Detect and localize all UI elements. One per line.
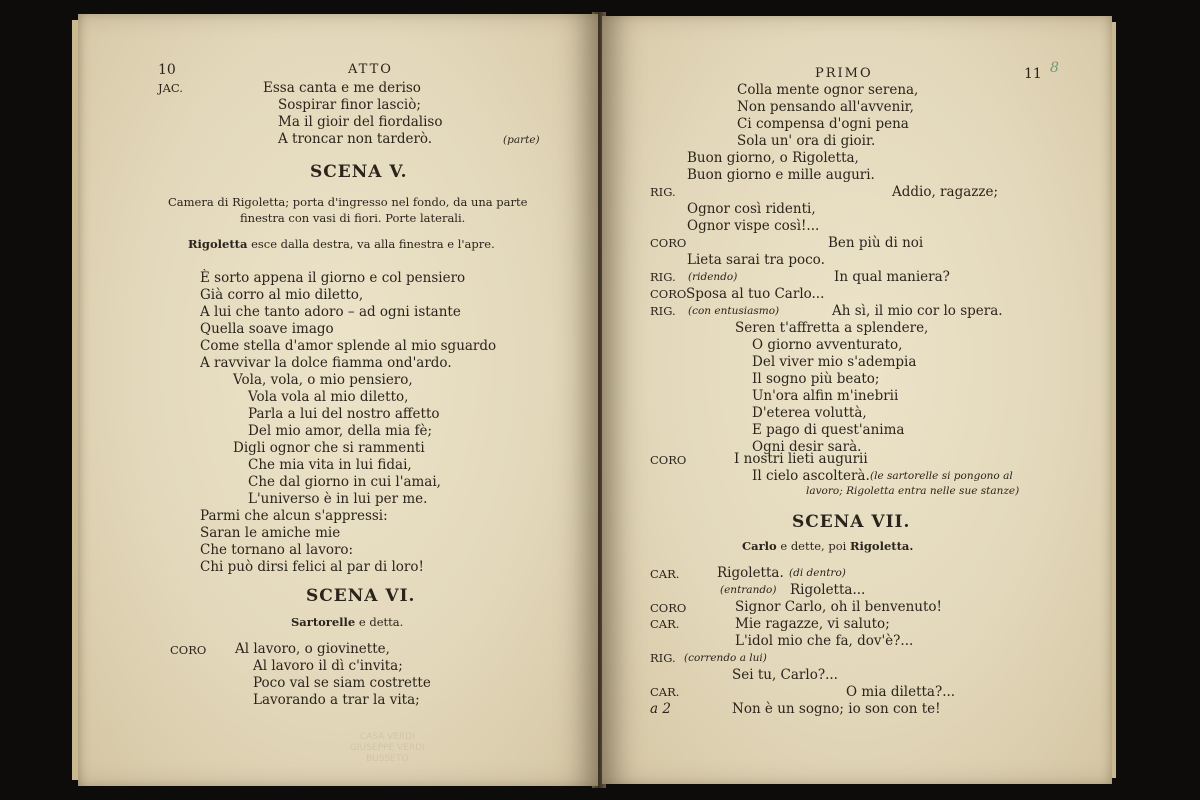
verse-line: A ravvivar la dolce fiamma ond'ardo. xyxy=(200,355,452,371)
entry-text: e dette, poi xyxy=(780,539,847,553)
stage-direction: (con entusiasmo) xyxy=(688,305,780,317)
verse-line: Sola un' ora di gioir. xyxy=(737,133,876,149)
verse-line: Vola, vola, o mio pensiero, xyxy=(233,372,413,388)
page-number: 11 xyxy=(1024,66,1042,82)
speaker-rig: RIG. xyxy=(650,270,676,284)
verse-line: Il sogno più beato; xyxy=(752,371,880,387)
verse-line: Parla a lui del nostro affetto xyxy=(248,406,440,422)
verse-line: Del mio amor, della mia fè; xyxy=(248,423,433,439)
verse-line: Chi può dirsi felici al par di loro! xyxy=(200,559,424,575)
verse-line: È sorto appena il giorno e col pensiero xyxy=(200,270,466,286)
character-name: Carlo xyxy=(742,539,777,553)
verse-line: Vola vola al mio diletto, xyxy=(248,389,409,405)
verse-line: Quella soave imago xyxy=(200,321,334,337)
verse-line: A lui che tanto adoro – ad ogni istante xyxy=(200,304,461,320)
running-head: ATTO xyxy=(348,62,393,77)
scene-title: SCENA VI. xyxy=(306,586,416,606)
stamp-line: GIUSEPPE VERDI xyxy=(350,743,425,753)
speaker-coro: CORO xyxy=(650,453,687,467)
verse-line: Un'ora alfin m'inebrii xyxy=(752,388,899,404)
verse-line: Ognor vispe così!... xyxy=(687,218,820,234)
verse-line: Sospirar finor lasciò; xyxy=(278,97,421,113)
character-name: Rigoletta. xyxy=(849,539,914,553)
verse-line: Mie ragazze, vi saluto; xyxy=(735,616,890,632)
speaker-car: CAR. xyxy=(650,685,680,699)
verse-line: Signor Carlo, oh il benvenuto! xyxy=(735,599,942,615)
verse-line: Colla mente ognor serena, xyxy=(737,82,919,98)
verse-line: Essa canta e me deriso xyxy=(263,80,421,96)
verse-line: Ben più di noi xyxy=(828,235,924,251)
verse-line: Ogni desir sarà. xyxy=(752,439,862,455)
verse-line: Che tornano al lavoro: xyxy=(200,542,354,558)
verse-line: Come stella d'amor splende al mio sguardo xyxy=(200,338,497,354)
verse-line: Buon giorno e mille auguri. xyxy=(687,167,875,183)
speaker-car: CAR. xyxy=(650,567,680,581)
verse-line: I nostri lieti augurii xyxy=(734,451,868,467)
speaker-rig: RIG. xyxy=(650,304,676,318)
verse-line: O mia diletta?... xyxy=(846,684,956,700)
verse-line: Ma il gioir del fiordaliso xyxy=(278,114,443,130)
verse-line: Digli ognor che si rammenti xyxy=(233,440,425,456)
stamp-line: BUSSETO xyxy=(366,754,409,764)
scene-title: SCENA VII. xyxy=(792,512,911,532)
running-head: PRIMO xyxy=(815,66,873,81)
speaker-coro: CORO xyxy=(650,236,687,250)
verse-line: In qual maniera? xyxy=(834,269,950,285)
scene-setting: Camera di Rigoletta; porta d'ingresso nel fondo, da una parte xyxy=(168,195,528,209)
entry-text: e detta. xyxy=(358,615,404,629)
verse-line: Rigoletta. xyxy=(717,565,784,581)
left-page xyxy=(78,14,598,786)
verse-line: Addio, ragazze; xyxy=(892,184,999,200)
stage-direction: (parte) xyxy=(503,134,540,146)
scene-entry xyxy=(291,614,403,630)
verse-line: Parmi che alcun s'appressi: xyxy=(200,508,388,524)
speaker-car: CAR. xyxy=(650,617,680,631)
verse-line: Poco val se siam costrette xyxy=(253,675,431,691)
verse-line: Ognor così ridenti, xyxy=(687,201,816,217)
verse-line: Non pensando all'avvenir, xyxy=(737,99,914,115)
verse-line: Saran le amiche mie xyxy=(200,525,341,541)
verse-line: Il cielo ascolterà. xyxy=(752,468,870,484)
verse-line: Sposa al tuo Carlo... xyxy=(686,286,825,302)
speaker-rig: RIG. xyxy=(650,651,676,665)
stage-direction: lavoro; Rigoletta entra nelle sue stanze) xyxy=(806,485,1020,497)
verse-line: O giorno avventurato, xyxy=(752,337,903,353)
verse-line: Ci compensa d'ogni pena xyxy=(737,116,909,132)
stamp-line: CASA VERDI xyxy=(359,732,415,742)
page-number: 10 xyxy=(158,62,176,78)
entry-text: esce dalla destra, va alla finestra e l'apre. xyxy=(251,237,495,251)
verse-line: E pago di quest'anima xyxy=(752,422,905,438)
verse-line: A troncar non tarderò. xyxy=(278,131,433,147)
stage-direction: (correndo a lui) xyxy=(684,652,767,664)
verse-line: Al lavoro il dì c'invita; xyxy=(253,658,403,674)
verse-line: Lieta sarai tra poco. xyxy=(687,252,825,268)
verse-line: Del viver mio s'adempia xyxy=(752,354,917,370)
stage-direction: (ridendo) xyxy=(688,271,738,283)
verse-line: Rigoletta... xyxy=(790,582,866,598)
scene-entry xyxy=(188,236,495,252)
verse-line: Non è un sogno; io son con te! xyxy=(732,701,941,717)
speaker-jac: JAC. xyxy=(158,81,183,95)
scene-title: SCENA V. xyxy=(310,162,408,182)
speaker-coro: CORO xyxy=(170,643,207,657)
verse-line: Sei tu, Carlo?... xyxy=(732,667,838,683)
right-page xyxy=(602,16,1112,784)
stage-direction: (entrando) xyxy=(720,584,777,596)
speaker-a2: a 2 xyxy=(650,701,671,717)
verse-line: L'universo è in lui per me. xyxy=(248,491,428,507)
stage-direction: (di dentro) xyxy=(789,567,846,579)
verse-line: Al lavoro, o giovinette, xyxy=(235,641,390,657)
speaker-rig: RIG. xyxy=(650,185,676,199)
library-stamp xyxy=(350,732,425,765)
verse-line: Già corro al mio diletto, xyxy=(200,287,364,303)
speaker-coro: CORO xyxy=(650,601,687,615)
character-name: Sartorelle xyxy=(291,615,356,629)
verse-line: Seren t'affretta a splendere, xyxy=(735,320,929,336)
verse-line: Ah sì, il mio cor lo spera. xyxy=(832,303,1003,319)
stage-direction: (le sartorelle si pongono al xyxy=(870,470,1013,482)
scene-entry xyxy=(742,538,913,554)
verse-line: Lavorando a trar la vita; xyxy=(253,692,420,708)
character-name: Rigoletta xyxy=(188,237,248,251)
verse-line: Buon giorno, o Rigoletta, xyxy=(687,150,859,166)
speaker-coro: CORO xyxy=(650,287,687,301)
verse-line: L'idol mio che fa, dov'è?... xyxy=(735,633,914,649)
pencil-mark: 8 xyxy=(1050,60,1059,76)
verse-line: D'eterea voluttà, xyxy=(752,405,867,421)
scene-setting: finestra con vasi di fiori. Porte laterali. xyxy=(240,211,466,225)
verse-line: Che mia vita in lui fidai, xyxy=(248,457,412,473)
verse-line: Che dal giorno in cui l'amai, xyxy=(248,474,441,490)
